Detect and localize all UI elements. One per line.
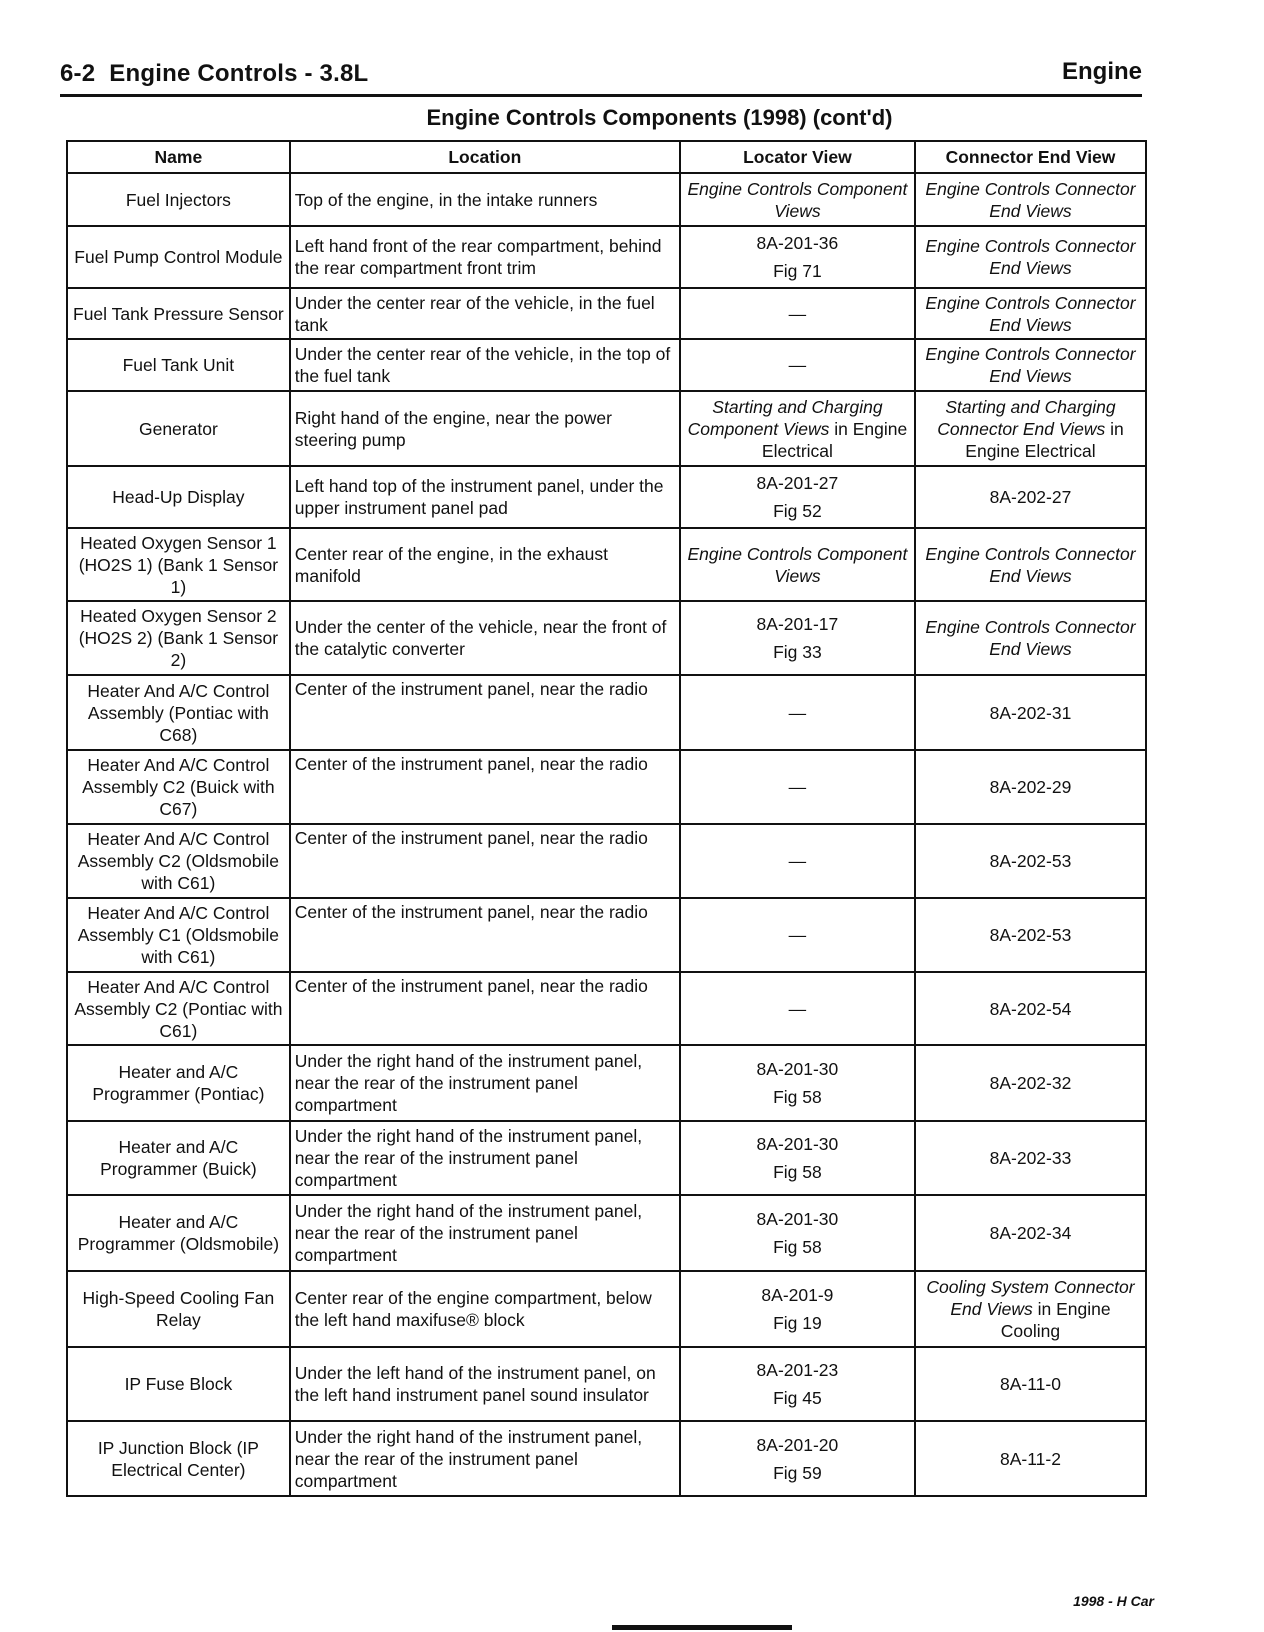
cell-name: Generator [67, 391, 290, 466]
cell-connector-end-view [915, 466, 1146, 528]
cell-name: Heater and A/C Programmer (Pontiac) [67, 1045, 290, 1121]
table-row [67, 1271, 1146, 1347]
cell-connector-end-view-text: 8A-202-29 [989, 777, 1072, 797]
cell-locator-view-text: — [788, 702, 807, 723]
footer-rule [612, 1625, 792, 1630]
cell-connector-end-view [915, 1421, 1146, 1496]
cell-locator-view [680, 1271, 915, 1347]
cell-connector-end-view [915, 1271, 1146, 1347]
cell-locator-view [680, 1195, 915, 1271]
cell-locator-view [680, 226, 915, 288]
cell-locator-view-text: 8A-201-30 Fig 58 [756, 1209, 839, 1257]
components-table [66, 140, 1147, 1497]
table-row [67, 1421, 1146, 1496]
table-row [67, 1195, 1146, 1271]
cell-name: Fuel Pump Control Module [67, 226, 290, 288]
cell-connector-end-view-text: Starting and Charging Connector End Views [937, 396, 1116, 439]
cell-connector-end-view-text: 8A-202-53 [989, 925, 1072, 945]
cell-name: Heater And A/C Control Assembly C2 (Buick with C67) [67, 750, 290, 824]
cell-locator-view [680, 528, 915, 601]
cell-location: Top of the engine, in the intake runners [290, 173, 680, 226]
table-row [67, 601, 1146, 675]
cell-connector-end-view-text: Engine Controls Connector End Views [925, 617, 1136, 659]
cell-name: IP Junction Block (IP Electrical Center) [67, 1421, 290, 1496]
cell-connector-end-view [915, 339, 1146, 391]
cell-locator-view-text: Engine Controls Component Views [687, 178, 908, 221]
table-row [67, 288, 1146, 339]
cell-location: Center of the instrument panel, near the radio [290, 972, 680, 1045]
cell-locator-view [680, 391, 915, 466]
table-row [67, 824, 1146, 898]
table-row [67, 339, 1146, 391]
cell-locator-view-text: — [788, 777, 807, 797]
cell-locator-view-text: — [788, 303, 807, 324]
cell-name: Heater And A/C Control Assembly C1 (Oldsmobile with C61) [67, 898, 290, 972]
cell-connector-end-view [915, 972, 1146, 1045]
cell-location: Center rear of the engine compartment, below the left hand maxifuse® block [290, 1271, 680, 1347]
cell-connector-end-view [915, 528, 1146, 601]
cell-name: Heater And A/C Control Assembly C2 (Pontiac with C61) [67, 972, 290, 1045]
cell-connector-end-view [915, 750, 1146, 824]
cell-locator-view [680, 750, 915, 824]
cell-connector-end-view [915, 1045, 1146, 1121]
cell-connector-end-view [915, 391, 1146, 466]
table-row [67, 898, 1146, 972]
cell-location: Center of the instrument panel, near the radio [290, 824, 680, 898]
cell-connector-end-view [915, 898, 1146, 972]
cell-locator-view [680, 1421, 915, 1496]
cell-name: Heater And A/C Control Assembly (Pontiac with C68) [67, 675, 290, 750]
cell-connector-end-view [915, 288, 1146, 339]
cell-locator-view-text: 8A-201-17 Fig 33 [756, 614, 839, 662]
cell-connector-end-view-suffix: in Engine Electrical [965, 418, 1124, 461]
cell-location: Under the center of the vehicle, near the front of the catalytic converter [290, 601, 680, 675]
footer-doc-id: 1998 - H Car [1073, 1593, 1154, 1609]
cell-connector-end-view-text: 8A-202-34 [989, 1223, 1072, 1243]
cell-locator-view-text: Starting and Charging Component Views [687, 396, 883, 439]
cell-locator-view-text: — [788, 851, 807, 871]
cell-location: Center of the instrument panel, near the radio [290, 898, 680, 972]
cell-connector-end-view-text: 8A-202-54 [989, 998, 1072, 1019]
cell-connector-end-view-text: 8A-202-32 [989, 1073, 1072, 1093]
cell-connector-end-view [915, 824, 1146, 898]
header-left [60, 60, 368, 88]
cell-name: Fuel Injectors [67, 173, 290, 226]
table-row [67, 391, 1146, 466]
cell-locator-view-text: Engine Controls Component Views [687, 543, 908, 586]
table-body [67, 173, 1146, 1496]
table-row [67, 1045, 1146, 1121]
cell-location: Left hand top of the instrument panel, under the upper instrument panel pad [290, 466, 680, 528]
cell-connector-end-view-text: Engine Controls Connector End Views [925, 344, 1136, 386]
cell-name: Fuel Tank Unit [67, 339, 290, 391]
cell-connector-end-view [915, 1195, 1146, 1271]
cell-connector-end-view [915, 601, 1146, 675]
cell-locator-view [680, 972, 915, 1045]
cell-locator-view [680, 1045, 915, 1121]
cell-locator-view [680, 466, 915, 528]
table-row [67, 1347, 1146, 1421]
cell-location: Under the right hand of the instrument panel, near the rear of the instrument panel compartment [290, 1195, 680, 1271]
cell-locator-view [680, 339, 915, 391]
cell-locator-view-text: — [788, 998, 807, 1019]
cell-connector-end-view-text: Cooling System Connector End Views [926, 1277, 1135, 1319]
cell-locator-view-text: 8A-201-30 Fig 58 [756, 1134, 839, 1182]
cell-locator-view-text: 8A-201-23 Fig 45 [756, 1360, 839, 1408]
cell-locator-view-text: 8A-201-27 Fig 52 [756, 473, 839, 521]
cell-locator-view [680, 1347, 915, 1421]
table-row [67, 972, 1146, 1045]
cell-name: Head-Up Display [67, 466, 290, 528]
cell-location: Under the left hand of the instrument panel, on the left hand instrument panel sound insulator [290, 1347, 680, 1421]
cell-connector-end-view-text: 8A-202-33 [989, 1148, 1072, 1168]
cell-name: Heater and A/C Programmer (Oldsmobile) [67, 1195, 290, 1271]
table-row [67, 750, 1146, 824]
column-header-connector-end-view: Connector End View [915, 141, 1146, 173]
cell-connector-end-view [915, 1347, 1146, 1421]
cell-connector-end-view-text: Engine Controls Connector End Views [925, 543, 1136, 586]
cell-connector-end-view-text: Engine Controls Connector End Views [925, 178, 1136, 221]
cell-location: Center of the instrument panel, near the radio [290, 675, 680, 750]
cell-connector-end-view [915, 226, 1146, 288]
table-row [67, 675, 1146, 750]
cell-location: Center of the instrument panel, near the radio [290, 750, 680, 824]
cell-connector-end-view [915, 173, 1146, 226]
cell-connector-end-view-suffix: in Engine Cooling [1000, 1299, 1111, 1341]
cell-name: Heated Oxygen Sensor 2 (HO2S 2) (Bank 1 Sensor 2) [67, 601, 290, 675]
table-row [67, 226, 1146, 288]
cell-location: Right hand of the engine, near the power steering pump [290, 391, 680, 466]
cell-locator-view-text: — [788, 355, 807, 375]
cell-connector-end-view [915, 675, 1146, 750]
cell-location: Left hand front of the rear compartment, behind the rear compartment front trim [290, 226, 680, 288]
cell-locator-view [680, 898, 915, 972]
cell-locator-view-text: 8A-201-30 Fig 58 [756, 1059, 839, 1107]
cell-location: Center rear of the engine, in the exhaust manifold [290, 528, 680, 601]
table-row [67, 173, 1146, 226]
table-row [67, 528, 1146, 601]
cell-locator-view-text: 8A-201-36 Fig 71 [756, 233, 839, 281]
cell-connector-end-view-text: 8A-202-31 [989, 702, 1072, 723]
cell-location: Under the center rear of the vehicle, in the fuel tank [290, 288, 680, 339]
cell-connector-end-view-text: Engine Controls Connector End Views [925, 292, 1136, 335]
cell-location: Under the right hand of the instrument panel, near the rear of the instrument panel compartment [290, 1121, 680, 1195]
table-row [67, 466, 1146, 528]
cell-locator-view-text: 8A-201-9 Fig 19 [761, 1285, 834, 1333]
cell-locator-view [680, 1121, 915, 1195]
chapter-title: Engine [1061, 58, 1142, 85]
column-header-location: Location [290, 141, 680, 173]
cell-locator-view [680, 173, 915, 226]
cell-name: Heater and A/C Programmer (Buick) [67, 1121, 290, 1195]
cell-locator-view [680, 824, 915, 898]
cell-locator-view-suffix: in Engine Electrical [761, 418, 908, 461]
cell-connector-end-view [915, 1121, 1146, 1195]
table-header-row [67, 141, 1146, 173]
cell-locator-view [680, 601, 915, 675]
cell-connector-end-view-text: 8A-11-0 [1000, 1374, 1061, 1394]
cell-name: High-Speed Cooling Fan Relay [67, 1271, 290, 1347]
table-row [67, 1121, 1146, 1195]
cell-locator-view [680, 675, 915, 750]
page-number: 6-2 [60, 60, 96, 87]
column-header-locator-view: Locator View [680, 141, 915, 173]
cell-connector-end-view-text: Engine Controls Connector End Views [925, 236, 1136, 278]
cell-location: Under the right hand of the instrument panel, near the rear of the instrument panel compartment [290, 1045, 680, 1121]
cell-locator-view-text: — [788, 925, 807, 945]
cell-name: Heater And A/C Control Assembly C2 (Oldsmobile with C61) [67, 824, 290, 898]
cell-connector-end-view-text: 8A-11-2 [1000, 1448, 1061, 1469]
section-title: Engine Controls - 3.8L [109, 60, 369, 87]
cell-name: IP Fuse Block [67, 1347, 290, 1421]
cell-locator-view-text: 8A-201-20 Fig 59 [756, 1434, 839, 1483]
cell-name: Fuel Tank Pressure Sensor [67, 288, 290, 339]
cell-connector-end-view-text: 8A-202-27 [989, 487, 1072, 507]
column-header-name: Name [67, 141, 290, 173]
cell-connector-end-view-text: 8A-202-53 [989, 851, 1072, 871]
table-title: Engine Controls Components (1998) (cont'd) [426, 105, 893, 130]
cell-location: Under the center rear of the vehicle, in the top of the fuel tank [290, 339, 680, 391]
page-header [60, 58, 1142, 97]
cell-name: Heated Oxygen Sensor 1 (HO2S 1) (Bank 1 Sensor 1) [67, 528, 290, 601]
cell-locator-view [680, 288, 915, 339]
cell-location: Under the right hand of the instrument panel, near the rear of the instrument panel compartment [290, 1421, 680, 1496]
